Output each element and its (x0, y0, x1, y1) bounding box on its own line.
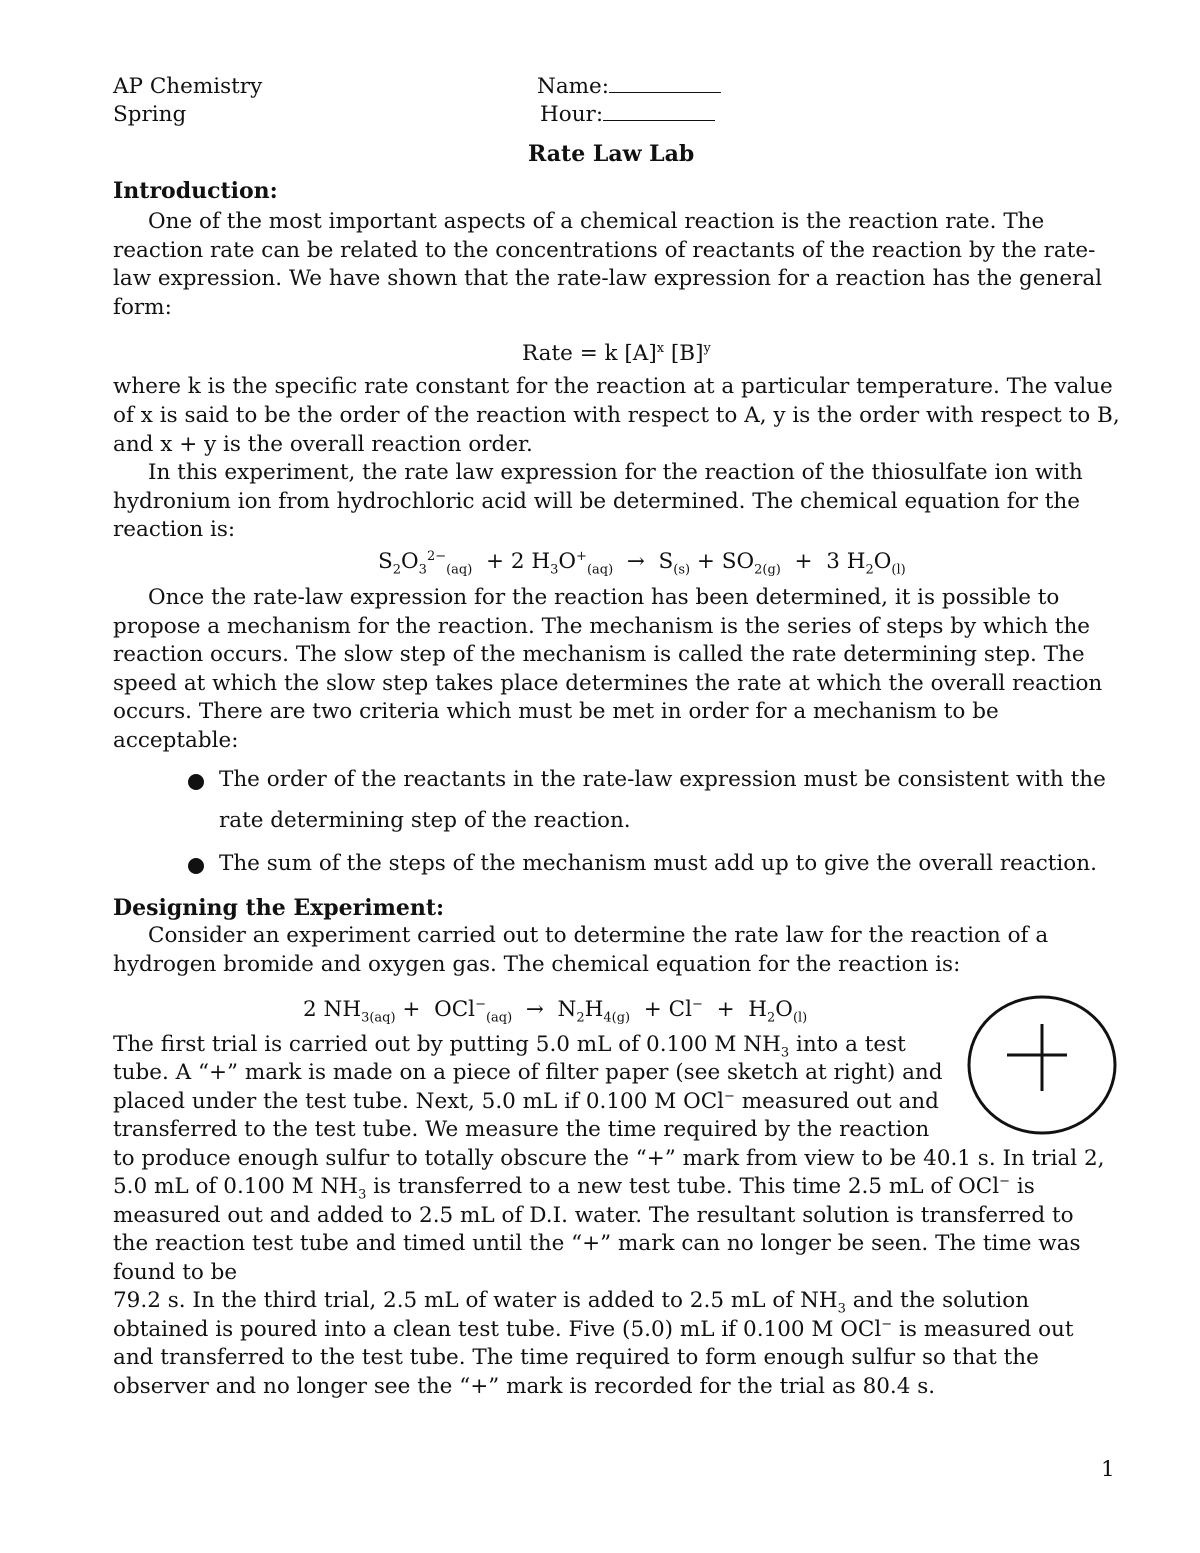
intro-p1-line: reaction rate can be related to the concentrations of reactants of the reaction by the rate- (113, 238, 1096, 263)
design-p1-line: Consider an experiment carried out to determine the rate law for the reaction of a (148, 923, 1049, 948)
filter-paper-sketch (964, 993, 1124, 1138)
intro-p3-line: hydronium ion from hydrochloric acid will be determined. The chemical equation for the (113, 489, 1081, 514)
design-p2-line: The first trial is carried out by putting 5.0 mL of 0.100 M $NH_3$ into a test (113, 1032, 906, 1061)
design-p2-line: found to be (113, 1260, 238, 1285)
page-title: Rate Law Lab (528, 141, 695, 167)
bullet-icon (188, 774, 204, 790)
bullet-item: The order of the reactants in the rate-law expression must be consistent with the (219, 767, 1106, 792)
design-p2-line: transferred to the test tube. We measure the time required by the reaction (113, 1117, 930, 1142)
intro-p4-line: occurs. There are two criteria which must be met in order for a mechanism to be (113, 699, 999, 724)
intro-p4-line: Once the rate-law expression for the reaction has been determined, it is possible to (148, 585, 1060, 610)
intro-p4-line: speed at which the slow step takes place determines the rate at which the overall reaction (113, 671, 1103, 696)
intro-p4-line: reaction occurs. The slow step of the mechanism is called the rate determining step. The (113, 642, 1085, 667)
hour-label: Hour: (540, 102, 604, 127)
intro-p3-line: In this experiment, the rate law expression for the reaction of the thiosulfate ion with (148, 460, 1083, 485)
hour-blank[interactable] (603, 102, 715, 121)
intro-p3-line: reaction is: (113, 517, 236, 542)
design-p2-line: and transferred to the test tube. The time required to form enough sulfur so that the (113, 1345, 1039, 1370)
design-p2-line: observer and no longer see the “+” mark is recorded for the trial as 80.4 s. (113, 1374, 936, 1399)
name-blank[interactable] (609, 74, 721, 93)
thiosulfate-equation: $S_2O_3^{2-}_{(aq)} + 2$ $H_3O^+_{(aq)} \to S_{(s)} + SO_{2(g)} + 3$ $H_2O_{(l)}$ (378, 549, 906, 578)
intro-p1-line: law expression. We have shown that the rate-law expression for a reaction has the general (113, 266, 1103, 291)
bullet-item: The sum of the steps of the mechanism must add up to give the overall reaction. (219, 851, 1097, 876)
design-p2-line: tube. A “+” mark is made on a piece of filter paper (see sketch at right) and (113, 1060, 943, 1085)
course-label: AP Chemistry (113, 74, 263, 99)
ammonia-equation: 2 $NH_{3(aq)} + OCl^-_{(aq)} \to N_2H_{4(g)} + Cl^- + H_2O_{(l)}$ (303, 997, 808, 1026)
intro-p2-line: where k is the specific rate constant for the reaction at a particular temperature. The value (113, 374, 1113, 399)
page-number: 1 (1101, 1457, 1115, 1482)
design-p2-line: the reaction test tube and timed until the “+” mark can no longer be seen. The time was (113, 1231, 1081, 1256)
hour-field[interactable] (540, 101, 715, 130)
intro-p1-line: form: (113, 295, 172, 320)
design-p2-line: 79.2 s. In the third trial, 2.5 mL of water is added to 2.5 mL of $NH_3$ and the solution (113, 1288, 1030, 1317)
name-label: Name: (537, 74, 609, 99)
intro-p4-line: acceptable: (113, 728, 239, 753)
term-label: Spring (113, 102, 187, 127)
intro-p2-line: and x + y is the overall reaction order. (113, 432, 533, 457)
design-p2-line: to produce enough sulfur to totally obscure the “+” mark from view to be 40.1 s. In trial 2, (113, 1146, 1105, 1171)
design-heading: Designing the Experiment: (113, 895, 445, 921)
intro-p2-line: of x is said to be the order of the reaction with respect to A, y is the order with respect to B, (113, 403, 1120, 428)
intro-p1-line: One of the most important aspects of a chemical reaction is the reaction rate. The (148, 209, 1045, 234)
name-field[interactable] (537, 73, 721, 102)
bullet-item: rate determining step of the reaction. (219, 808, 631, 833)
design-p2-line: 5.0 mL of 0.100 M $NH_3$ is transferred to a new test tube. This time 2.5 mL of OCl− is (113, 1174, 1035, 1203)
design-p2-line: placed under the test tube. Next, 5.0 mL if 0.100 M OCl− measured out and (113, 1089, 939, 1115)
rate-law-equation: Rate = k $[A]^x$ $[B]^y$ (522, 341, 711, 367)
intro-p4-line: propose a mechanism for the reaction. The mechanism is the series of steps by which the (113, 614, 1091, 639)
intro-heading: Introduction: (113, 178, 278, 204)
bullet-icon (188, 858, 204, 874)
design-p2-line: obtained is poured into a clean test tube. Five (5.0) mL if 0.100 M OCl− is measured out (113, 1317, 1074, 1343)
design-p1-line: hydrogen bromide and oxygen gas. The chemical equation for the reaction is: (113, 952, 961, 977)
design-p2-line: measured out and added to 2.5 mL of D.I. water. The resultant solution is transferred to (113, 1203, 1074, 1228)
